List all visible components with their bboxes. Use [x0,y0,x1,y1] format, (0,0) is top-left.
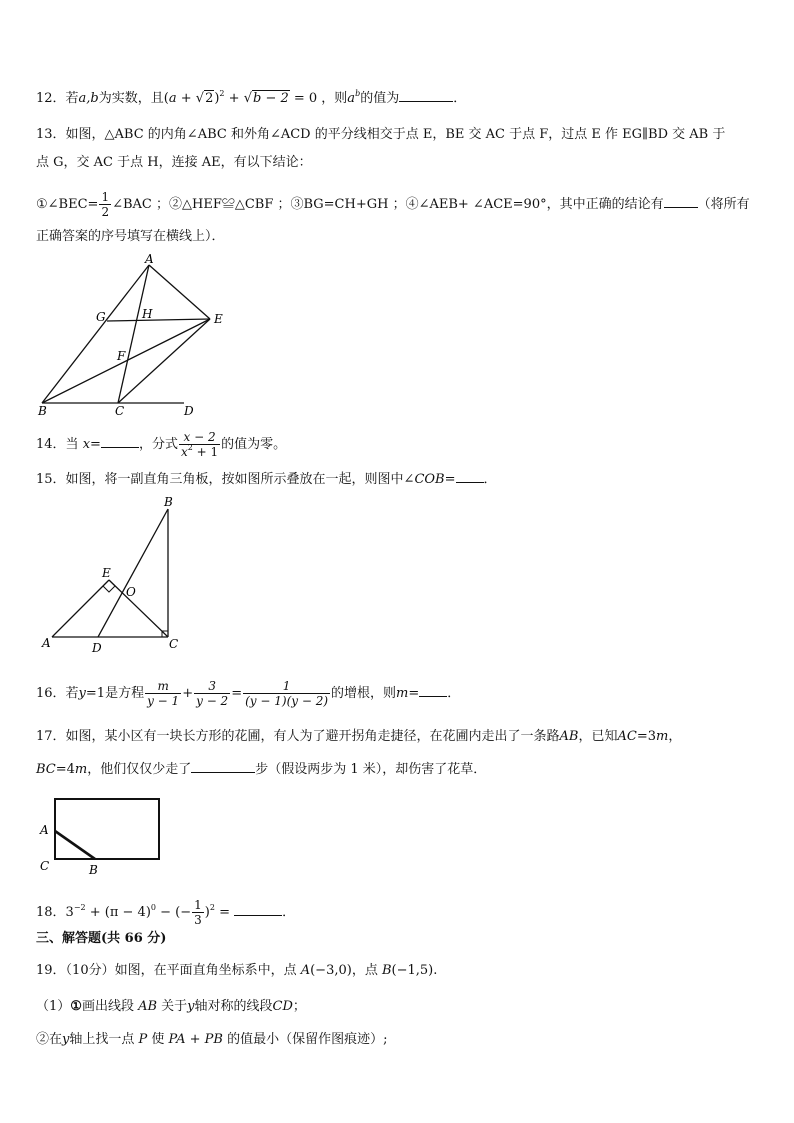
q18-eq: = [214,905,235,920]
q14-prefix: 14．当 [36,437,83,452]
question-14 [36,430,764,459]
q18-exp3: 2 [209,903,215,912]
q19-text7: ； [292,999,306,1014]
q18-exp1: −2 [73,903,86,912]
segment-ae [52,580,109,637]
q15-end: ． [483,472,497,487]
q17-m1: m [656,729,669,744]
q16-prefix: 16．若 [36,686,79,701]
q12-radicand-2: 2 [205,91,214,106]
q17-ab: AB [559,729,579,744]
q13-line4: 正确答案的序号填写在横线上）． [36,229,225,244]
q14-fraction [179,430,220,459]
question-16 [36,679,764,708]
q14-text2: 的值为零。 [221,437,287,452]
frac-den: y − 2 [196,694,229,708]
segment-ec [109,580,168,637]
q16-end: ． [447,686,461,701]
q12-prefix: 12．若 [36,91,79,106]
question-18 [36,898,764,927]
q17-m2: m [74,762,88,777]
q17-text4: ， [668,729,682,744]
q17-text5: =4 [55,762,75,777]
q19-text5: 关于 [157,999,188,1014]
frac-den: 3 [194,913,202,927]
q14-var-x: x [82,437,91,452]
figure-q17 [36,794,166,880]
frac-den: (y − 1)(y − 2) [245,694,329,708]
q19-text6: 轴对称的线段 [194,999,273,1014]
q19-text9: 轴上找一点 [69,1032,139,1047]
q16-fraction-1 [145,679,181,708]
label-c: C [169,637,179,651]
q12-end: ． [453,91,467,106]
q12-vars: a,b [78,91,99,106]
q12-var-a: a [168,91,177,106]
q19-cd: CD [272,999,293,1014]
q16-eq2: = [408,686,420,701]
q13-l3c: （将所有 [697,197,750,212]
frac-num: x − 2 [179,430,220,445]
label-c: C [40,859,50,873]
q16-var-m: m [396,686,409,701]
q16-eq: = [231,686,243,701]
answer-blank[interactable] [101,433,139,448]
q19-p: P [138,1032,148,1047]
label-c: C [115,404,125,418]
q19-circle-1: ① [70,999,82,1014]
q17-text2: ，已知 [578,729,618,744]
right-angle-e [103,580,115,592]
q17-line2 [36,758,764,780]
q18-end: ． [282,905,296,920]
segment-ce [118,319,210,403]
q18-term2: + (π − 4) [85,905,151,920]
q19-line1 [36,961,764,981]
q16-text1: =1是方程 [85,686,145,701]
answer-blank[interactable] [234,901,282,916]
q13-l3a: ①∠BEC= [36,197,99,212]
q17-text3: =3 [636,729,657,744]
answer-blank[interactable] [191,758,255,773]
q17-text7: 步（假设两步为 1 米），却伤害了花草． [255,762,487,777]
q15-text: 15．如图，将一副直角三角板，按如图所示叠放在一起，则图中∠ [36,472,415,487]
garden-rectangle [55,799,159,859]
q17-ac: AC [617,729,637,744]
label-e: E [214,312,223,326]
answer-blank[interactable] [399,87,453,102]
path-ab [55,831,95,859]
q12-radicand-b: b − 2 [252,91,289,106]
label-b: B [89,863,98,877]
q12-text2: 的值为 [360,91,400,106]
segment-ae [149,265,210,319]
frac-num: 1 [243,679,330,694]
q19-point-b: B [381,963,392,978]
label-o: O [126,585,136,599]
q16-fraction-3 [243,679,330,708]
q12-exp-b: b [355,89,361,98]
label-a: A [145,252,154,266]
q18-fraction [192,898,204,927]
q19-text1: 19．（10分）如图，在平面直角坐标系中，点 [36,963,301,978]
label-g: G [96,310,106,324]
label-b: B [164,495,173,509]
q14-text1: ，分式 [138,437,178,452]
q19-coord-a: (−3,0) [310,963,352,978]
label-d: D [92,641,102,655]
q19-text4: 画出线段 [81,999,139,1014]
q16-plus: + [182,686,194,701]
label-f: F [117,349,126,363]
q13-line1: 13．如图，△ABC 的内角∠ABC 和外角∠ACD 的平分线相交于点 E，BE 交 AC 于点 F，过点 E 作 EG∥BD 交 AB 于 [36,127,726,142]
frac-den: y − 1 [147,694,180,708]
frac-num: m [145,679,181,694]
q18-prefix: 18． [36,905,66,920]
q17-text1: 17．如图，某小区有一块长方形的花圃，有人为了避开拐角走捷径，在花圃内走出了一条路 [36,729,560,744]
frac-den-x: x [180,445,188,459]
question-15 [36,468,764,490]
frac-den-exp: 2 [187,443,193,452]
q18-exp2: 0 [150,903,156,912]
q19-part1: （1） [36,999,71,1014]
fraction-half [99,190,111,219]
answer-blank[interactable] [664,193,698,208]
segment-ge [107,319,210,321]
q12-var-a2: a [347,91,356,106]
q15-angle: COB [414,472,445,487]
frac-num: 1 [101,190,110,204]
q13-line2: 点 G，交 AC 于点 H，连接 AE，有以下结论： [36,155,312,170]
q18-term3: − (− [156,905,192,920]
answer-blank[interactable] [419,682,447,697]
q19-ab: AB [138,999,158,1014]
q19-line3 [36,1030,764,1050]
q19-pa-pb: PA + PB [168,1032,223,1047]
q19-text10: 使 [147,1032,169,1047]
label-a: A [40,823,49,837]
q19-y1: y [187,999,195,1014]
q17-bc: BC [36,762,56,777]
q12-text: 为实数，且( [98,91,169,106]
frac-num: 1 [194,898,202,912]
q19-point-a: A [300,963,311,978]
section-heading: 三、解答题(共 66 分) [36,931,167,946]
answer-blank[interactable] [456,468,484,483]
q19-text8: ②在 [36,1032,63,1047]
q18-close: ) [204,905,210,920]
q16-var-y: y [78,686,86,701]
q19-text11: 的值最小（保留作图痕迹）; [222,1032,388,1047]
label-b: B [38,404,47,418]
label-d: D [184,404,194,418]
frac-num: 3 [194,679,230,694]
question-12: 12．若a,b为实数，且$(a + √2)^2 + √b - 2 = 0$ ，则$a^b$的值为 ． [36,89,467,106]
q19-y2: y [62,1032,70,1047]
frac-den-rest: + 1 [192,445,219,459]
q14-eq: = [90,437,101,452]
q17-line1 [36,727,764,747]
q17-text6: ，他们仅仅少走了 [87,762,192,777]
q12-plus: + [224,91,244,106]
q16-text2: 的增根，则 [331,686,397,701]
q12-close: ) [214,91,220,106]
label-h: H [142,307,153,321]
segment-be [42,319,210,403]
q18-base: 3 [65,905,74,920]
q19-line2 [36,997,764,1017]
q13-line3 [36,190,764,219]
q19-text2: ，点 [351,963,382,978]
q12-square: 2 [219,89,225,98]
figure-q13 [34,252,234,420]
q16-fraction-2 [194,679,230,708]
q13-l3b: ∠BAC ；②△HEF≌△CBF ；③BG=CH+GH ；④∠AEB+ ∠ACE=90°，其中正确的结论有 [112,197,664,212]
q19-coord-b: (−1,5) [391,963,434,978]
q19-text3: . [433,963,438,978]
figure-q15 [36,494,196,658]
q12-eq: = 0 ，则 [289,91,348,106]
frac-den: 2 [101,205,110,219]
q15-eq: = [444,472,456,487]
q12-plus-sqrt: + √ [176,91,205,106]
label-a: A [42,636,51,650]
label-e: E [102,566,111,580]
